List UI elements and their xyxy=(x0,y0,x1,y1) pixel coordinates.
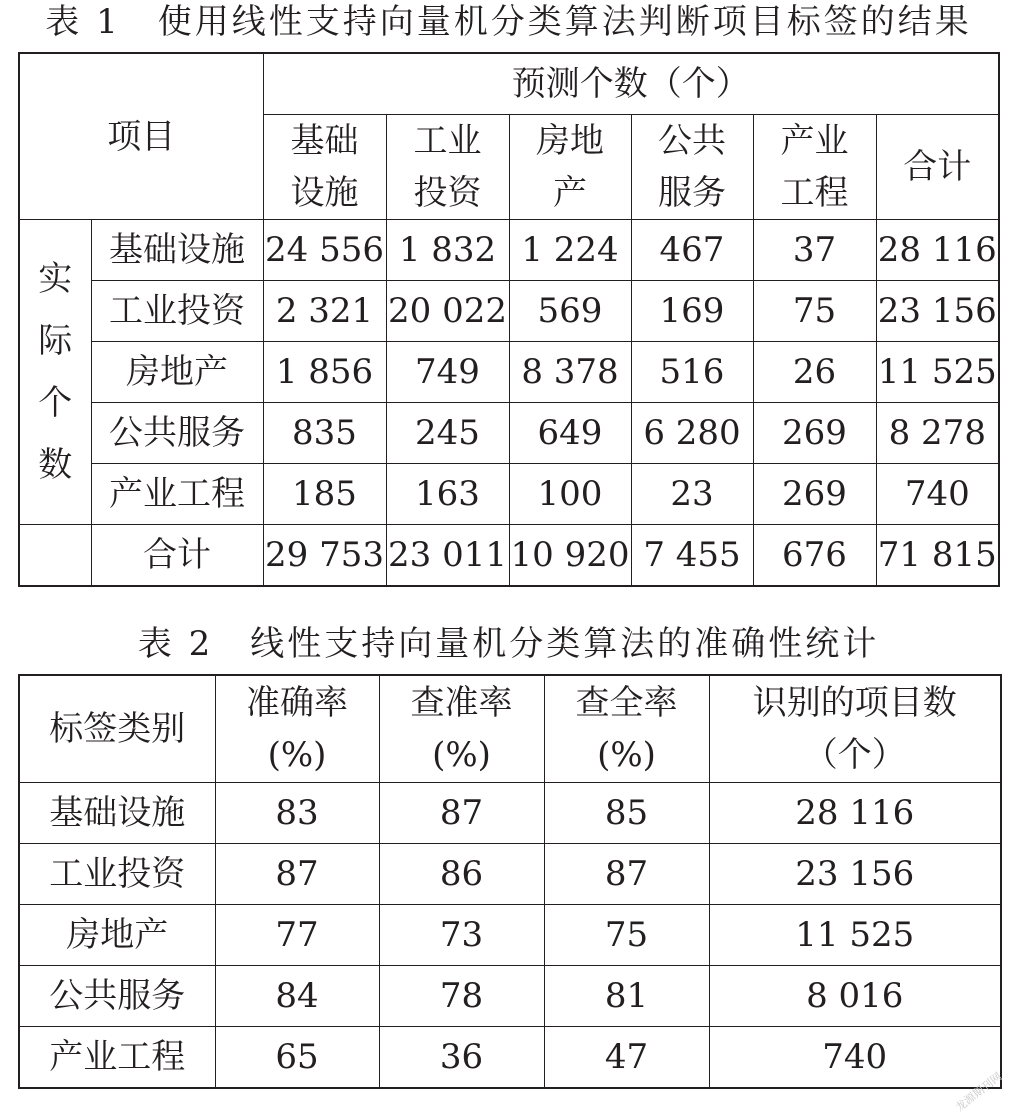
prediction-results-table xyxy=(18,52,1000,587)
table-cell: 37 xyxy=(753,220,876,281)
column-header: 产业 工程 xyxy=(753,115,876,220)
table-cell: 11 525 xyxy=(876,342,999,403)
column-header: 查全率 (%) xyxy=(544,675,709,783)
row-label: 房地产 xyxy=(19,905,215,966)
table-cell: 75 xyxy=(753,281,876,342)
table-cell: 23 xyxy=(631,464,753,525)
table-cell: 269 xyxy=(753,403,876,464)
table2-caption: 表 2 线性支持向量机分类算法的准确性统计 xyxy=(137,624,880,664)
table-cell: 835 xyxy=(263,403,386,464)
accuracy-statistics-table xyxy=(18,674,1002,1089)
table-cell: 84 xyxy=(215,966,379,1027)
table-cell: 75 xyxy=(544,905,709,966)
row-label: 房地产 xyxy=(91,342,263,403)
blank-cell xyxy=(19,525,91,587)
table-row xyxy=(19,403,999,464)
column-header: 准确率 (%) xyxy=(215,675,379,783)
corner-header: 项目 xyxy=(19,53,263,220)
table-row xyxy=(19,464,999,525)
table-row xyxy=(19,1027,1001,1089)
table-cell: 86 xyxy=(379,844,544,905)
table-cell: 1 832 xyxy=(386,220,509,281)
table-cell: 740 xyxy=(709,1027,1001,1089)
table-cell: 100 xyxy=(509,464,631,525)
table-cell: 649 xyxy=(509,403,631,464)
row-label: 工业投资 xyxy=(91,281,263,342)
table-cell: 73 xyxy=(379,905,544,966)
row-label: 基础设施 xyxy=(91,220,263,281)
table-cell: 1 224 xyxy=(509,220,631,281)
table-cell: 28 116 xyxy=(709,783,1001,844)
table-cell: 8 278 xyxy=(876,403,999,464)
column-header: 查准率 (%) xyxy=(379,675,544,783)
table-cell: 7 455 xyxy=(631,525,753,587)
table-cell: 8 378 xyxy=(509,342,631,403)
table-row xyxy=(19,966,1001,1027)
table-cell: 749 xyxy=(386,342,509,403)
row-label: 公共服务 xyxy=(91,403,263,464)
column-header: 标签类别 xyxy=(19,675,215,783)
table-cell: 71 815 xyxy=(876,525,999,587)
predicted-count-header: 预测个数（个） xyxy=(263,53,999,115)
table-cell: 467 xyxy=(631,220,753,281)
column-header: 识别的项目数 （个） xyxy=(709,675,1001,783)
table-cell: 26 xyxy=(753,342,876,403)
table-cell: 169 xyxy=(631,281,753,342)
column-header: 合计 xyxy=(876,115,999,220)
table-cell: 65 xyxy=(215,1027,379,1089)
table-cell: 11 525 xyxy=(709,905,1001,966)
actual-count-header: 实 际 个 数 xyxy=(19,220,91,525)
column-header: 工业 投资 xyxy=(386,115,509,220)
table-cell: 269 xyxy=(753,464,876,525)
column-header: 房地 产 xyxy=(509,115,631,220)
column-header: 公共 服务 xyxy=(631,115,753,220)
table-cell: 20 022 xyxy=(386,281,509,342)
watermark: 龙源期刊网 xyxy=(953,1069,1005,1115)
table-cell: 87 xyxy=(544,844,709,905)
table-cell: 2 321 xyxy=(263,281,386,342)
table-row xyxy=(19,281,999,342)
table-cell: 1 856 xyxy=(263,342,386,403)
table-cell: 28 116 xyxy=(876,220,999,281)
table-cell: 87 xyxy=(379,783,544,844)
table-cell: 23 156 xyxy=(876,281,999,342)
table-cell: 23 011 xyxy=(386,525,509,587)
table-row xyxy=(19,783,1001,844)
row-label: 产业工程 xyxy=(91,464,263,525)
table-cell: 245 xyxy=(386,403,509,464)
table-cell: 740 xyxy=(876,464,999,525)
table-cell: 83 xyxy=(215,783,379,844)
total-row xyxy=(19,525,999,587)
table-cell: 185 xyxy=(263,464,386,525)
table-cell: 516 xyxy=(631,342,753,403)
row-label: 合计 xyxy=(91,525,263,587)
row-label: 基础设施 xyxy=(19,783,215,844)
table1-caption: 表 1 使用线性支持向量机分类算法判断项目标签的结果 xyxy=(45,2,972,42)
table-cell: 85 xyxy=(544,783,709,844)
table-cell: 81 xyxy=(544,966,709,1027)
row-label: 工业投资 xyxy=(19,844,215,905)
table-cell: 23 156 xyxy=(709,844,1001,905)
table-row xyxy=(19,905,1001,966)
table-cell: 36 xyxy=(379,1027,544,1089)
row-label: 产业工程 xyxy=(19,1027,215,1089)
table-cell: 8 016 xyxy=(709,966,1001,1027)
table-cell: 47 xyxy=(544,1027,709,1089)
row-label: 公共服务 xyxy=(19,966,215,1027)
table-row xyxy=(19,844,1001,905)
table-cell: 24 556 xyxy=(263,220,386,281)
column-header: 基础 设施 xyxy=(263,115,386,220)
table-cell: 676 xyxy=(753,525,876,587)
table-cell: 569 xyxy=(509,281,631,342)
table-row xyxy=(19,220,999,281)
table-row xyxy=(19,342,999,403)
table-cell: 10 920 xyxy=(509,525,631,587)
table-cell: 6 280 xyxy=(631,403,753,464)
table-cell: 77 xyxy=(215,905,379,966)
table-cell: 78 xyxy=(379,966,544,1027)
table-cell: 163 xyxy=(386,464,509,525)
table-cell: 29 753 xyxy=(263,525,386,587)
table-cell: 87 xyxy=(215,844,379,905)
